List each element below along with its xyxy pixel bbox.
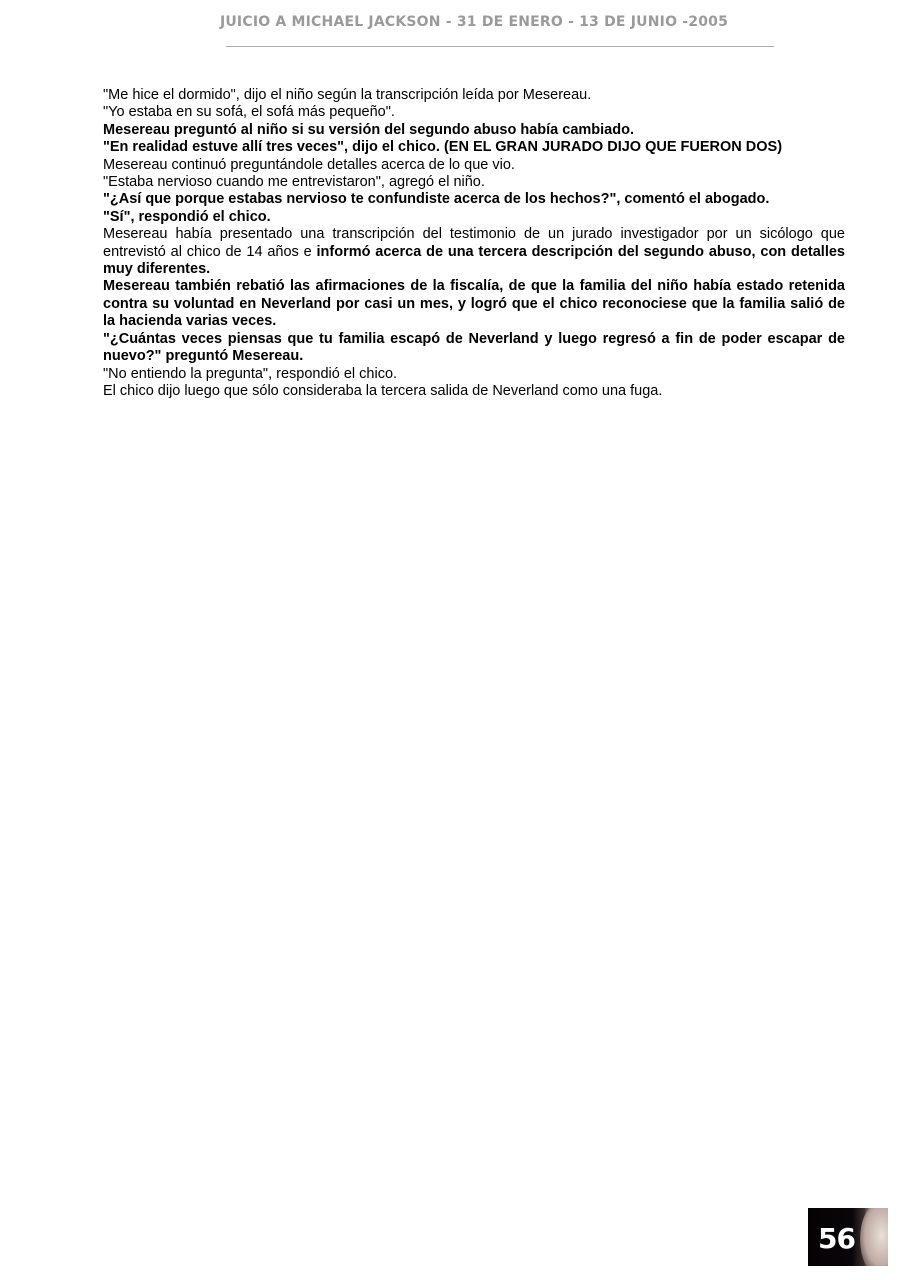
- text-run: "¿Cuántas veces piensas que tu familia escapó de Neverland y luego regresó a fin de poder escapar de nuevo?" preguntó Mesereau.: [103, 330, 845, 365]
- paragraph: [103, 191, 845, 208]
- paragraph: [103, 366, 845, 383]
- paragraph: [103, 209, 845, 226]
- paragraph: [103, 122, 845, 139]
- text-run: "Me hice el dormido", dijo el niño según la transcripción leída por Mesereau.: [103, 87, 592, 103]
- page-number: 56: [818, 1222, 855, 1255]
- paragraph: [103, 278, 845, 330]
- paragraph: [103, 157, 845, 174]
- text-run: "¿Así que porque estabas nervioso te confundiste acerca de los hechos?", comentó el abogado.: [103, 191, 770, 208]
- paragraph: [103, 383, 845, 400]
- paragraph: [103, 331, 845, 366]
- text-run: Mesereau también rebatió las afirmaciones de la fiscalía, de que la familia del niño había estado retenida contra su voluntad en Neverland por casi un mes, y logró que el chico reconociese que la familia salió de la hacienda varias veces.: [103, 278, 845, 330]
- text-run: "En realidad estuve allí tres veces", dijo el chico. (EN EL GRAN JURADO DIJO QUE FUERON DOS): [103, 139, 783, 156]
- text-run: El chico dijo luego que sólo consideraba la tercera salida de Neverland como una fuga.: [103, 382, 663, 399]
- text-run: "Sí", respondió el chico.: [103, 208, 271, 225]
- running-header: JUICIO A MICHAEL JACKSON - 31 DE ENERO - 13 DE JUNIO -2005: [219, 14, 729, 30]
- paragraph: [103, 104, 845, 121]
- text-run: informó acerca de una tercera descripción del segundo abuso, con detalles muy diferentes.: [103, 243, 845, 278]
- document-body: [103, 87, 845, 400]
- header-divider: [226, 46, 774, 47]
- text-run: Mesereau había presentado una transcripción del testimonio de un jurado investigador por un sicólogo que entrevistó al chico de 14 años e: [103, 226, 845, 260]
- text-run: Mesereau preguntó al niño si su versión del segundo abuso había cambiado.: [103, 121, 634, 138]
- paragraph: [103, 226, 845, 278]
- paragraph: [103, 139, 845, 156]
- portrait-image: [860, 1208, 888, 1266]
- text-run: "Yo estaba en su sofá, el sofá más pequeño".: [103, 104, 395, 121]
- paragraph: [103, 174, 845, 191]
- paragraph: [103, 87, 845, 104]
- text-run: "No entiendo la pregunta", respondió el chico.: [103, 365, 398, 382]
- text-run: "Estaba nervioso cuando me entrevistaron", agregó el niño.: [103, 174, 485, 191]
- page-number-badge: [808, 1208, 888, 1266]
- text-run: Mesereau continuó preguntándole detalles acerca de lo que vio.: [103, 156, 515, 173]
